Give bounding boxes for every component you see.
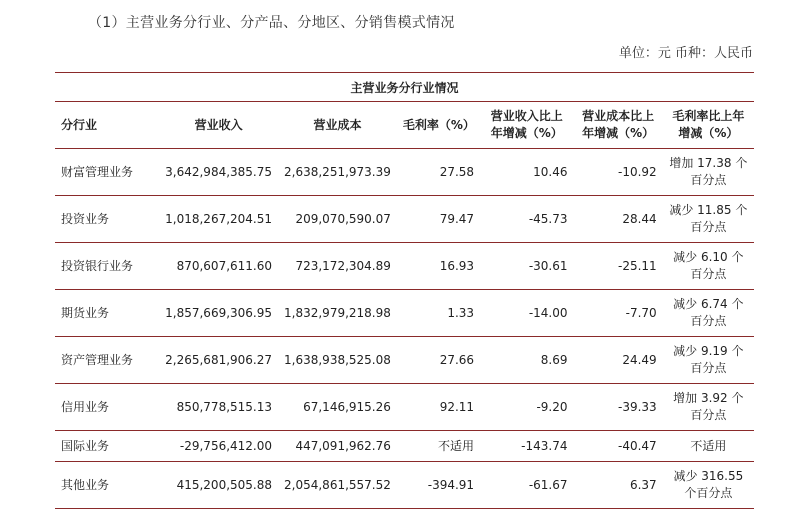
revenue-change-cell: -61.67	[480, 462, 573, 509]
cost-change-cell: 6.37	[574, 462, 663, 509]
unit-label: 单位：元 币种：人民币	[618, 46, 753, 61]
margin-change-cell: 增加 3.92 个百分点	[663, 384, 754, 431]
column-header-cost-change: 营业成本比上年增减（%）	[574, 102, 663, 149]
column-header-revenue-change: 营业收入比上年增减（%）	[480, 102, 573, 149]
cost-change-cell: -7.70	[574, 290, 663, 337]
industry-cell: 国际业务	[55, 431, 159, 462]
cost-cell: 2,638,251,973.39	[278, 149, 397, 196]
gross-margin-cell: -394.91	[397, 462, 480, 509]
revenue-cell: 1,857,669,306.95	[159, 290, 278, 337]
revenue-change-cell: -30.61	[480, 243, 573, 290]
cost-change-cell: -40.47	[574, 431, 663, 462]
margin-change-cell: 减少 6.10 个百分点	[663, 243, 754, 290]
revenue-cell: 2,265,681,906.27	[159, 337, 278, 384]
revenue-change-cell: 8.69	[480, 337, 573, 384]
gross-margin-cell: 27.66	[397, 337, 480, 384]
industry-cell: 财富管理业务	[55, 149, 159, 196]
table-row	[55, 384, 754, 431]
revenue-cell: -29,756,412.00	[159, 431, 278, 462]
table-row	[55, 431, 754, 462]
margin-change-cell: 减少 6.74 个百分点	[663, 290, 754, 337]
industry-cell: 资产管理业务	[55, 337, 159, 384]
gross-margin-cell: 27.58	[397, 149, 480, 196]
column-header-cost: 营业成本	[278, 102, 397, 149]
table-row	[55, 290, 754, 337]
gross-margin-cell: 不适用	[397, 431, 480, 462]
industry-revenue-table	[55, 72, 754, 509]
revenue-change-cell: -9.20	[480, 384, 573, 431]
margin-change-cell: 减少 11.85 个百分点	[663, 196, 754, 243]
margin-change-cell: 减少 9.19 个百分点	[663, 337, 754, 384]
industry-cell: 期货业务	[55, 290, 159, 337]
cost-cell: 1,832,979,218.98	[278, 290, 397, 337]
gross-margin-cell: 16.93	[397, 243, 480, 290]
cost-cell: 2,054,861,557.52	[278, 462, 397, 509]
table-row	[55, 243, 754, 290]
table-body	[55, 149, 754, 509]
cost-change-cell: -25.11	[574, 243, 663, 290]
column-header-industry: 分行业	[55, 102, 159, 149]
industry-cell: 投资银行业务	[55, 243, 159, 290]
table-row	[55, 149, 754, 196]
revenue-cell: 850,778,515.13	[159, 384, 278, 431]
revenue-cell: 870,607,611.60	[159, 243, 278, 290]
industry-cell: 信用业务	[55, 384, 159, 431]
industry-cell: 投资业务	[55, 196, 159, 243]
margin-change-cell: 不适用	[663, 431, 754, 462]
cost-change-cell: 24.49	[574, 337, 663, 384]
revenue-cell: 3,642,984,385.75	[159, 149, 278, 196]
table-row	[55, 462, 754, 509]
table-title: 主营业务分行业情况	[55, 73, 754, 102]
cost-cell: 67,146,915.26	[278, 384, 397, 431]
section-heading: （1）主营业务分行业、分产品、分地区、分销售模式情况	[88, 15, 455, 31]
revenue-change-cell: -14.00	[480, 290, 573, 337]
column-header-margin-change: 毛利率比上年增减（%）	[663, 102, 754, 149]
margin-change-cell: 减少 316.55 个百分点	[663, 462, 754, 509]
cost-cell: 1,638,938,525.08	[278, 337, 397, 384]
revenue-change-cell: 10.46	[480, 149, 573, 196]
column-header-gross-margin: 毛利率（%）	[397, 102, 480, 149]
gross-margin-cell: 1.33	[397, 290, 480, 337]
cost-change-cell: -39.33	[574, 384, 663, 431]
revenue-change-cell: -45.73	[480, 196, 573, 243]
table-header-row	[55, 102, 754, 149]
table-row	[55, 196, 754, 243]
table-row	[55, 337, 754, 384]
cost-cell: 209,070,590.07	[278, 196, 397, 243]
cost-change-cell: 28.44	[574, 196, 663, 243]
revenue-cell: 415,200,505.88	[159, 462, 278, 509]
table-title-row	[55, 73, 754, 102]
cost-cell: 447,091,962.76	[278, 431, 397, 462]
cost-change-cell: -10.92	[574, 149, 663, 196]
margin-change-cell: 增加 17.38 个百分点	[663, 149, 754, 196]
revenue-change-cell: -143.74	[480, 431, 573, 462]
gross-margin-cell: 79.47	[397, 196, 480, 243]
gross-margin-cell: 92.11	[397, 384, 480, 431]
industry-cell: 其他业务	[55, 462, 159, 509]
cost-cell: 723,172,304.89	[278, 243, 397, 290]
revenue-cell: 1,018,267,204.51	[159, 196, 278, 243]
column-header-revenue: 营业收入	[159, 102, 278, 149]
